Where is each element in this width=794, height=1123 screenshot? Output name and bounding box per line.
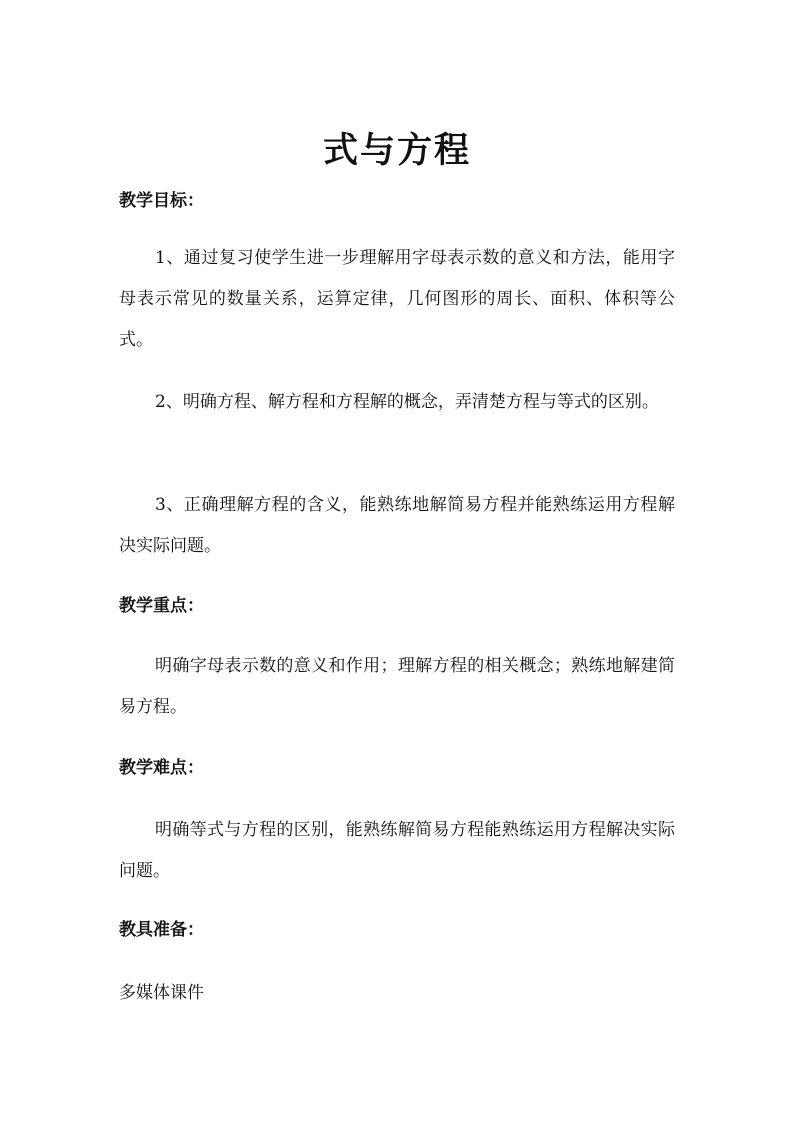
difficulties-heading: 教学难点： xyxy=(119,758,204,778)
key-points-text: 明确字母表示数的意义和作用；理解方程的相关概念；熟练地解建简易方程。 xyxy=(119,656,675,717)
materials-text: 多媒体课件 xyxy=(119,983,204,1003)
document-title: 式与方程 xyxy=(322,130,471,172)
difficulties-text: 明确等式与方程的区别，能熟练解简易方程能熟练运用方程解决实际问题。 xyxy=(119,820,675,881)
objective-item-1: 1、通过复习使学生进一步理解用字母表示数的意义和方法，能用字母表示常见的数量关系，运算定律，几何图形的周长、面积、体积等公式。 xyxy=(119,248,675,350)
objective-item-2: 2、明确方程、解方程和方程解的概念，弄清楚方程与等式的区别。 xyxy=(155,392,659,412)
materials-heading: 教具准备： xyxy=(119,920,204,940)
objective-item-3: 3、正确理解方程的含义，能熟练地解简易方程并能熟练运用方程解决实际问题。 xyxy=(119,495,675,556)
key-points-heading: 教学重点： xyxy=(119,596,204,616)
objectives-heading: 教学目标： xyxy=(119,191,204,211)
